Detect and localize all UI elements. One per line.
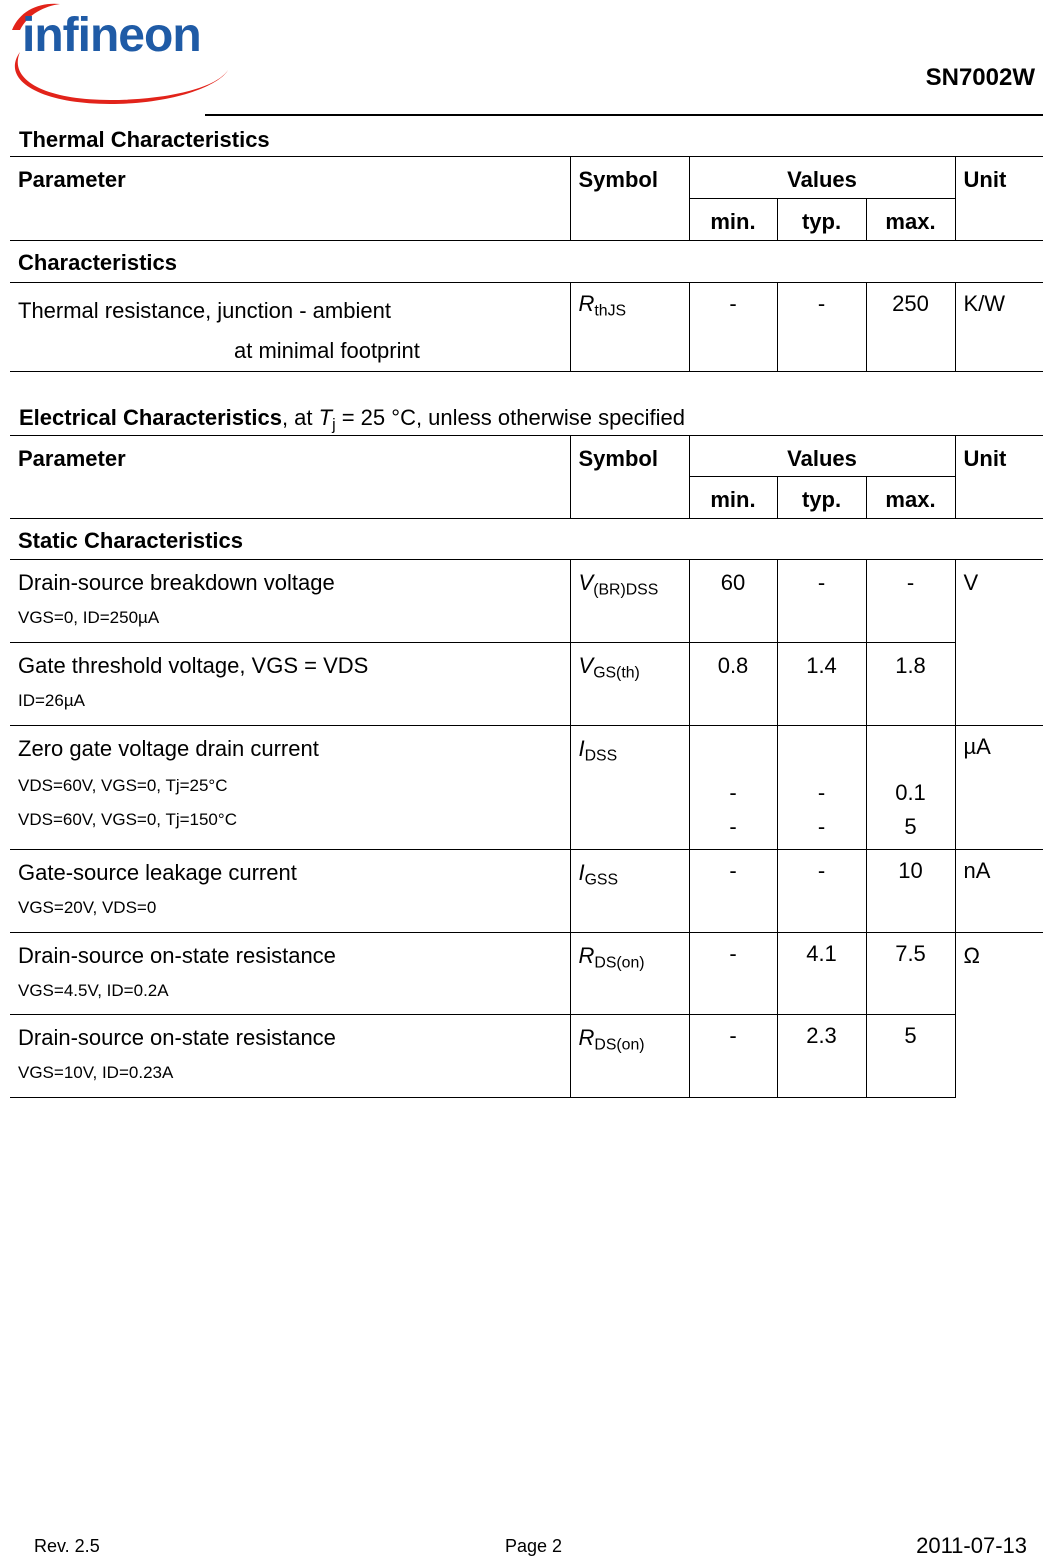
- max-cell: 250: [866, 283, 955, 372]
- electrical-section-title: Electrical Characteristics, at $T_j = 25$ °C, unless otherwise specified: [19, 405, 685, 434]
- min-cell: 60: [689, 560, 777, 643]
- typ-cell: -: [777, 560, 866, 643]
- symbol-cell: $V_{GS(th)}$: [570, 643, 689, 726]
- typ-cell: 2.3: [777, 1015, 866, 1098]
- th-max: max.: [866, 199, 955, 241]
- symbol-cell: $I_{DSS}$: [570, 726, 689, 850]
- max-cell: 10: [866, 850, 955, 933]
- max-cell: 5: [866, 1015, 955, 1098]
- param-condition: VGS=0, ID=250µA: [18, 608, 160, 627]
- th-typ: typ.: [777, 477, 866, 519]
- table-row: [10, 643, 1043, 726]
- param-condition: VGS=20V, VDS=0: [18, 898, 157, 917]
- param-condition: at minimal footprint: [234, 338, 420, 363]
- min-cell: -: [689, 283, 777, 372]
- symbol-cell: $I_{GSS}$: [570, 850, 689, 933]
- max-cell: 7.5: [866, 933, 955, 1015]
- th-parameter: Parameter: [10, 436, 570, 519]
- param-condition: VDS=60V, VGS=0, Tj=25°C: [18, 776, 228, 795]
- param-label: Gate-source leakage current: [18, 860, 297, 885]
- typ-cell: - -: [777, 726, 866, 850]
- th-min: min.: [689, 199, 777, 241]
- unit-cell: V: [955, 560, 1043, 726]
- param-condition: VGS=4.5V, ID=0.2A: [18, 981, 169, 1000]
- typ-cell: 4.1: [777, 933, 866, 1015]
- th-values: Values: [689, 436, 955, 477]
- param-label: Drain-source on-state resistance: [18, 1025, 336, 1050]
- min-cell: -: [689, 1015, 777, 1098]
- th-unit: Unit: [955, 436, 1043, 519]
- header-rule: [205, 114, 1043, 116]
- group-characteristics: Characteristics: [10, 241, 1043, 283]
- thermal-section-title: Thermal Characteristics: [19, 127, 270, 152]
- electrical-table: [10, 435, 1043, 1098]
- typ-cell: 1.4: [777, 643, 866, 726]
- symbol-cell: $R_{thJS}$: [570, 283, 689, 372]
- typ-cell: -: [777, 850, 866, 933]
- footer-revision: Rev. 2.5: [34, 1536, 100, 1556]
- th-unit: Unit: [955, 157, 1043, 241]
- th-typ: typ.: [777, 199, 866, 241]
- param-label: Zero gate voltage drain current: [18, 736, 319, 761]
- table-row: [10, 283, 1043, 372]
- max-cell: 1.8: [866, 643, 955, 726]
- table-row: [10, 933, 1043, 1015]
- thermal-table: [10, 156, 1043, 372]
- table-row: [10, 560, 1043, 643]
- typ-cell: -: [777, 283, 866, 372]
- param-label: Thermal resistance, junction - ambient: [18, 298, 391, 323]
- symbol-cell: $V_{(BR)DSS}$: [570, 560, 689, 643]
- param-label: Drain-source breakdown voltage: [18, 570, 335, 595]
- min-cell: -: [689, 850, 777, 933]
- footer-date: 2011-07-13: [916, 1533, 1027, 1558]
- group-static: Static Characteristics: [10, 519, 1043, 560]
- param-condition-2: VDS=60V, VGS=0, Tj=150°C: [18, 810, 237, 829]
- max-cell: 0.1 5: [866, 726, 955, 850]
- param-condition: VGS=10V, ID=0.23A: [18, 1063, 174, 1082]
- footer-page-number: Page 2: [505, 1536, 563, 1556]
- th-min: min.: [689, 477, 777, 519]
- logo-wordmark: infineon: [22, 9, 201, 62]
- min-cell: 0.8: [689, 643, 777, 726]
- min-cell: - -: [689, 726, 777, 850]
- table-row: [10, 726, 1043, 850]
- th-symbol: Symbol: [570, 436, 689, 519]
- param-label: Drain-source on-state resistance: [18, 943, 336, 968]
- table-row: [10, 850, 1043, 933]
- unit-cell: µA: [955, 726, 1043, 850]
- symbol-cell: $R_{DS(on)}$: [570, 1015, 689, 1098]
- part-number: SN7002W: [925, 64, 1035, 91]
- unit-cell: nA: [955, 850, 1043, 933]
- unit-cell: K/W: [955, 283, 1043, 372]
- min-cell: -: [689, 933, 777, 1015]
- th-parameter: Parameter: [10, 157, 570, 241]
- max-cell: -: [866, 560, 955, 643]
- th-symbol: Symbol: [570, 157, 689, 241]
- param-label: Gate threshold voltage, VGS = VDS: [18, 653, 369, 678]
- symbol-cell: $R_{DS(on)}$: [570, 933, 689, 1015]
- param-condition: ID=26µA: [18, 691, 85, 710]
- table-row: [10, 1015, 1043, 1098]
- unit-cell: Ω: [955, 933, 1043, 1098]
- th-max: max.: [866, 477, 955, 519]
- th-values: Values: [689, 157, 955, 199]
